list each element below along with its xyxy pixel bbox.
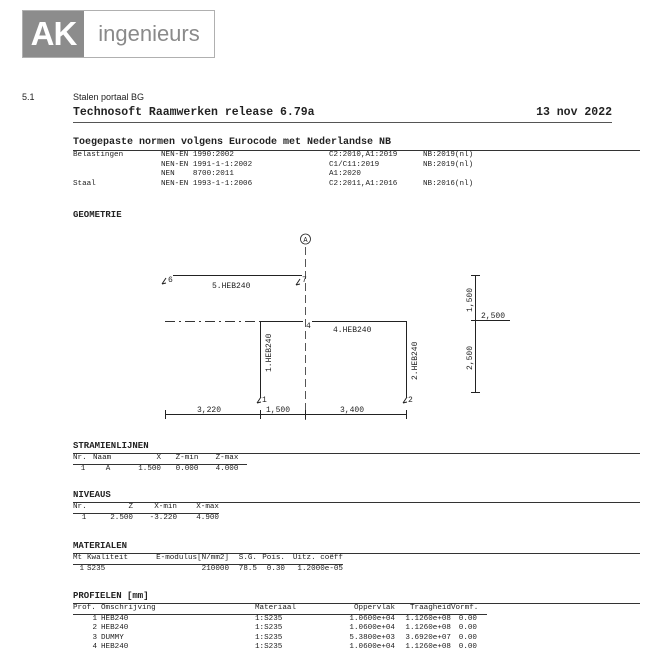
member-label: 1.HEB240	[265, 333, 274, 372]
norm-category: Staal	[73, 179, 96, 188]
member-label: 4.HEB240	[333, 326, 372, 335]
dimension-label: 3,220	[197, 406, 222, 415]
table-row	[73, 624, 487, 634]
table-cell: 0.00	[458, 614, 477, 623]
logo-mark: AK	[23, 11, 84, 57]
table-cell: 1.2000e-05	[297, 564, 343, 573]
table-cell: 1.0600e+04	[349, 624, 395, 632]
table-cell: 0.00	[458, 643, 477, 651]
column-header: Z	[128, 503, 133, 511]
stramienlijnen-table	[73, 454, 247, 474]
dimension-label: 1,500	[266, 406, 291, 415]
node-arrow-icon	[296, 279, 300, 285]
niveaus-table	[73, 503, 219, 523]
column-header: Vormf.	[451, 604, 479, 612]
table-cell: 1.1260e+08	[405, 643, 451, 651]
table-cell: 1.0600e+04	[349, 643, 395, 651]
table-cell: 4	[92, 643, 97, 651]
norms-title: Toegepaste normen volgens Eurocode met Nederlandse NB	[73, 137, 392, 148]
stramienlijnen-title: STRAMIENLIJNEN	[73, 441, 149, 451]
column-header: Z-max	[215, 454, 239, 462]
table-cell: 0.00	[458, 633, 477, 642]
column-header: Prof.	[73, 604, 96, 612]
column-header: Uitz. coëff	[292, 554, 343, 562]
table-cell: 1.500	[138, 464, 161, 473]
geometry-title: GEOMETRIE	[73, 210, 122, 220]
table-cell: 0.000	[175, 464, 199, 473]
section-title: Stalen portaal BG	[73, 92, 145, 102]
table-row	[73, 634, 487, 644]
node-label: 4	[306, 322, 311, 331]
dimension-label: 2,500	[466, 345, 475, 370]
column-header: Materiaal	[255, 604, 297, 612]
table-cell: 1.1260e+08	[405, 624, 451, 632]
node-label: 6	[168, 276, 173, 285]
norm-category: Belastingen	[73, 151, 124, 159]
table-header	[73, 604, 487, 614]
norm-nb: NB:2019(nl)	[423, 160, 474, 169]
table-cell: 1:S235	[255, 643, 283, 651]
node-label: 1	[262, 396, 267, 405]
norm-code: NEN-EN 1991-1-1:2002	[161, 160, 253, 169]
column-header: Traagheid	[409, 604, 451, 612]
table-cell: S235	[87, 564, 106, 573]
column-header: Omschrijving	[101, 604, 156, 612]
table-cell: 1:S235	[255, 633, 283, 642]
level-label: 2,500	[481, 312, 506, 321]
table-row	[73, 513, 219, 523]
node-arrow-icon	[162, 278, 166, 284]
table-header	[73, 554, 343, 564]
report-date: 13 nov 2022	[536, 106, 612, 119]
norm-nb: NB:2019(nl)	[423, 151, 474, 159]
materialen-title: MATERIALEN	[73, 541, 128, 551]
table-cell: HEB240	[101, 624, 129, 632]
table-header	[73, 454, 247, 464]
logo-text: ingenieurs	[98, 21, 200, 46]
support-icon	[257, 397, 261, 403]
gridline-label: A	[303, 237, 308, 245]
column-header: X-min	[154, 503, 177, 511]
member-label: 2.HEB240	[411, 341, 420, 380]
profielen-table	[73, 604, 487, 653]
table-cell: 1	[79, 564, 84, 573]
norm-amendment: A1:2020	[329, 170, 361, 178]
member-label: 5.HEB240	[212, 282, 251, 291]
table-cell: 5.3800e+03	[349, 633, 395, 642]
profielen-title: PROFIELEN [mm]	[73, 591, 149, 601]
table-cell: 1	[81, 513, 87, 522]
table-cell: 0.00	[458, 624, 477, 632]
table-cell: 1:S235	[255, 624, 283, 632]
norm-amendment: C1/C11:2019	[329, 160, 380, 169]
column-header: Mt	[73, 554, 83, 562]
niveaus-title: NIVEAUS	[73, 490, 111, 500]
table-cell: DUMMY	[101, 633, 124, 642]
column-header: X	[156, 454, 161, 462]
table-header	[73, 503, 219, 513]
table-cell: 210000	[201, 564, 229, 573]
column-header: Nr.	[73, 454, 87, 462]
materialen-table	[73, 554, 343, 574]
table-cell: 2	[92, 624, 97, 632]
column-header: S.G.	[238, 554, 257, 562]
norm-nb: NB:2016(nl)	[423, 179, 474, 188]
table-row	[73, 564, 343, 574]
norm-code: NEN-EN 1990:2002	[161, 151, 234, 159]
section-number: 5.1	[22, 92, 35, 102]
table-cell: 1	[92, 614, 97, 623]
column-header: Nr.	[73, 503, 87, 511]
node-label: 7	[302, 276, 307, 285]
table-cell: 1	[80, 464, 86, 473]
dimension-label: 3,400	[340, 406, 365, 415]
support-icon	[403, 397, 407, 403]
norm-code: NEN-EN 1993-1-1:2006	[161, 179, 253, 188]
table-row	[73, 614, 487, 624]
table-cell: 78.5	[238, 564, 257, 573]
table-cell: -3.220	[149, 513, 177, 522]
column-header: Z-min	[175, 454, 199, 462]
column-header: Kwaliteit	[87, 554, 129, 562]
node-label: 2	[408, 396, 413, 405]
table-cell: 4.000	[215, 464, 239, 473]
table-cell: 1.0600e+04	[349, 614, 395, 623]
table-cell: 3	[92, 633, 97, 642]
column-header: Pois.	[262, 554, 285, 562]
norm-amendment: C2:2010,A1:2019	[329, 151, 398, 159]
norm-amendment: C2:2011,A1:2016	[329, 179, 398, 188]
table-cell: A	[105, 464, 111, 473]
table-cell: HEB240	[101, 614, 129, 623]
table-cell: 2.500	[110, 513, 133, 522]
dimension-label: 1,500	[466, 287, 475, 312]
column-header: E-modulus[N/mm2]	[156, 554, 229, 562]
table-row	[73, 464, 247, 474]
table-cell: 4.900	[196, 513, 219, 522]
column-header: Naam	[93, 454, 112, 462]
report-title: Technosoft Raamwerken release 6.79a	[73, 106, 315, 119]
table-cell: 1:S235	[255, 614, 283, 623]
table-cell: HEB240	[101, 643, 129, 651]
table-cell: 0.30	[266, 564, 285, 573]
column-header: Oppervlak	[353, 604, 395, 612]
table-cell: 1.1260e+08	[405, 614, 451, 623]
table-row	[73, 643, 487, 653]
table-cell: 3.6920e+07	[405, 633, 451, 642]
column-header: X-max	[196, 503, 219, 511]
norm-code: NEN 8700:2011	[161, 170, 234, 178]
